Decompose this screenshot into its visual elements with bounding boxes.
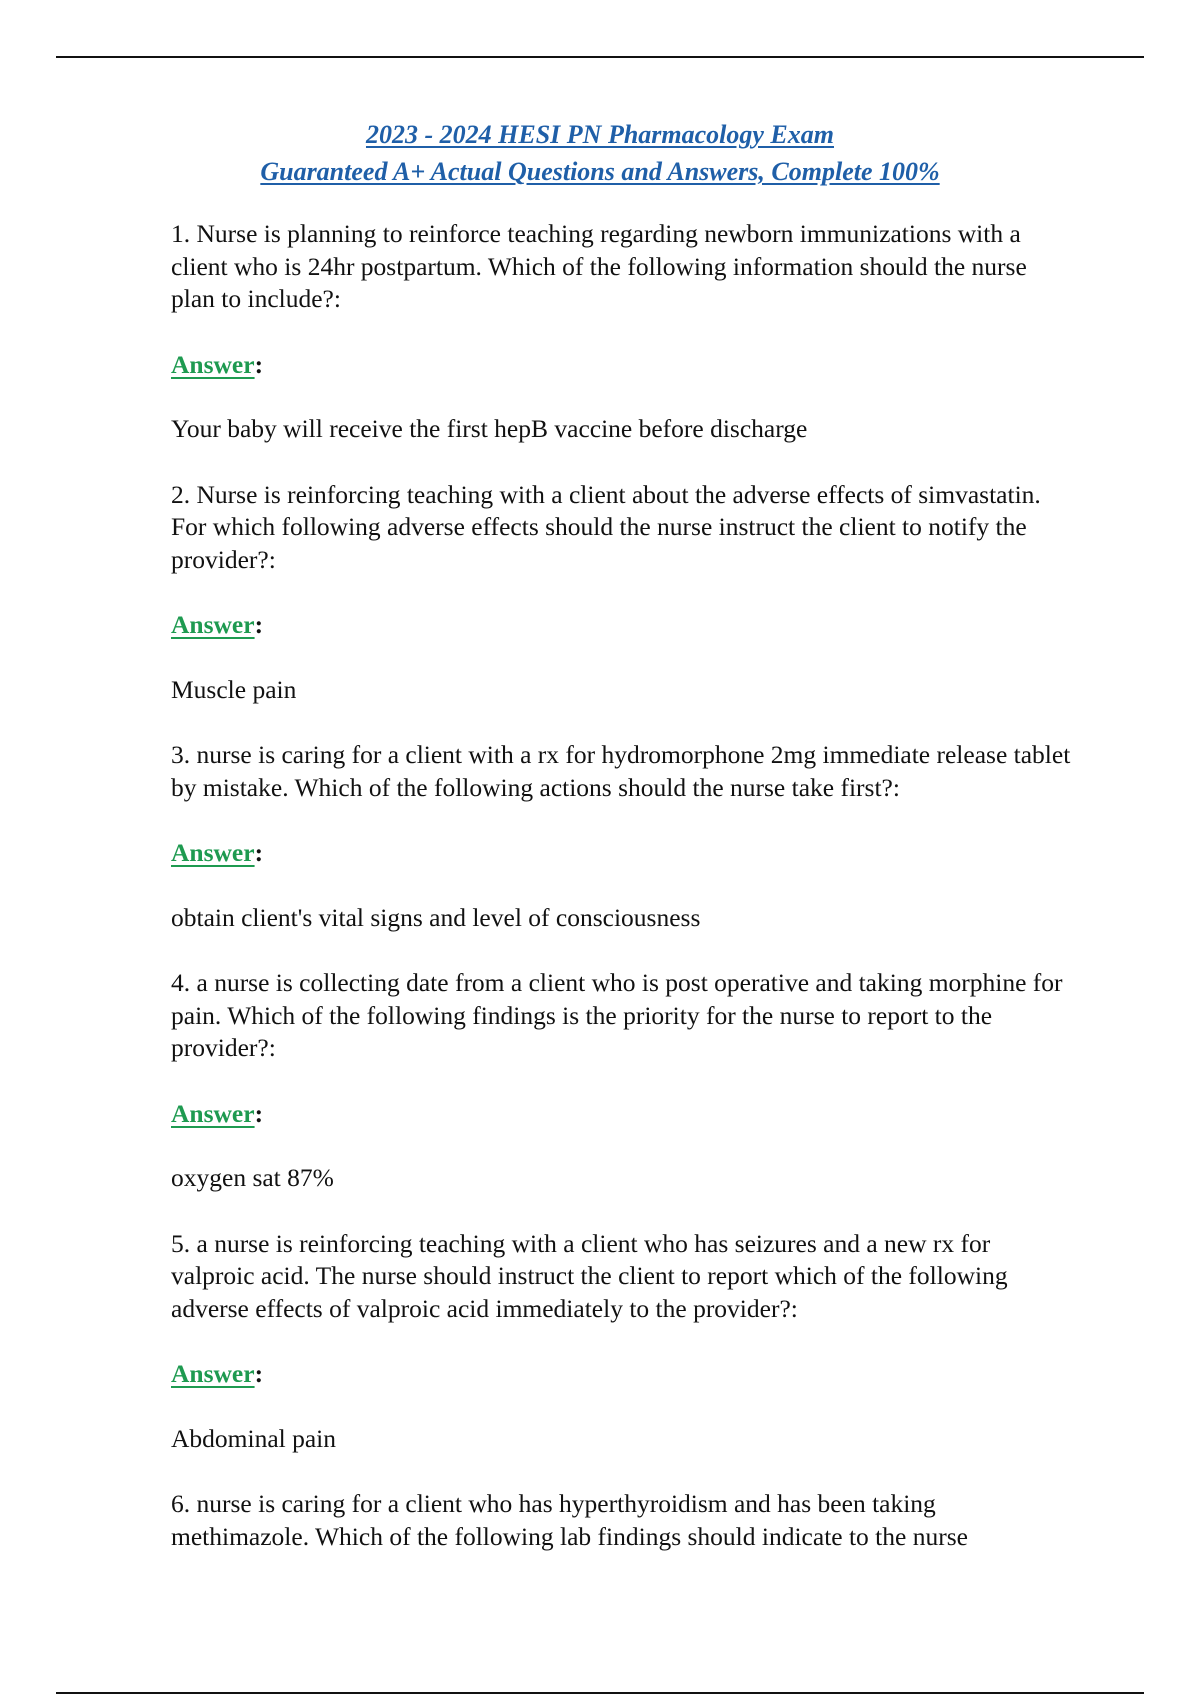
qa-item-4 xyxy=(171,967,1071,1195)
answer-4: oxygen sat 87% xyxy=(171,1163,334,1192)
document-title xyxy=(0,116,1200,190)
question-5: 5. a nurse is reinforcing teaching with a client who has seizures and a new rx for valproic acid. The nurse should instruct the client to report which of the following adverse effects of valproic acid immediately to the provider?: xyxy=(171,1228,1008,1323)
answer-word-5: Answer xyxy=(171,1359,255,1388)
answer-colon-1: : xyxy=(254,349,264,379)
answer-label-2 xyxy=(171,609,1071,642)
answer-word-1: Answer xyxy=(171,349,255,379)
question-4: 4. a nurse is collecting date from a client who is post operative and taking morphine for pain. Which of the following findings is the priority for the nurse to report to the provider?: xyxy=(171,968,1063,1062)
document-body xyxy=(171,218,1071,1553)
answer-colon-5: : xyxy=(254,1359,264,1388)
answer-label-1 xyxy=(171,349,1071,382)
question-3: 3. nurse is caring for a client with a rx for hydromorphone 2mg immediate release tablet by mistake. Which of the following actions should the nurse take first?: xyxy=(171,740,1071,802)
answer-word-3: Answer xyxy=(171,838,255,867)
qa-item-3 xyxy=(171,739,1071,934)
footer-rule xyxy=(56,1692,1144,1694)
answer-colon-4: : xyxy=(254,1098,264,1128)
qa-item-5 xyxy=(171,1228,1071,1456)
question-2: 2. Nurse is reinforcing teaching with a client about the adverse effects of simvastatin. For which following adverse effects should the nurse instruct the client to notify the provider?: xyxy=(171,479,1041,574)
qa-item-2 xyxy=(171,479,1071,707)
answer-2: Muscle pain xyxy=(171,674,297,704)
answer-colon-3: : xyxy=(254,838,264,867)
qa-item-1 xyxy=(171,218,1071,446)
question-1: 1. Nurse is planning to reinforce teaching regarding newborn immunizations with a client who is 24hr postpartum. Which of the following information should the nurse plan to include?: xyxy=(171,219,1027,313)
title-line-2: Guaranteed A+ Actual Questions and Answers, Complete 100% xyxy=(260,157,940,186)
answer-5: Abdominal pain xyxy=(171,1423,337,1453)
answer-label-3 xyxy=(171,837,1071,870)
answer-word-4: Answer xyxy=(171,1098,255,1128)
answer-word-2: Answer xyxy=(171,610,255,639)
answer-1: Your baby will receive the first hepB vaccine before discharge xyxy=(171,414,808,443)
header-rule xyxy=(56,56,1144,58)
qa-item-6 xyxy=(171,1488,1071,1553)
answer-label-5 xyxy=(171,1358,1071,1391)
question-6: 6. nurse is caring for a client who has hyperthyroidism and has been taking methimazole. Which of the following lab findings should indicate to the nurse xyxy=(171,1489,968,1551)
title-line-1: 2023 - 2024 HESI PN Pharmacology Exam xyxy=(365,120,834,149)
answer-label-4 xyxy=(171,1098,1071,1131)
answer-colon-2: : xyxy=(254,610,264,639)
answer-3: obtain client's vital signs and level of consciousness xyxy=(171,902,701,932)
